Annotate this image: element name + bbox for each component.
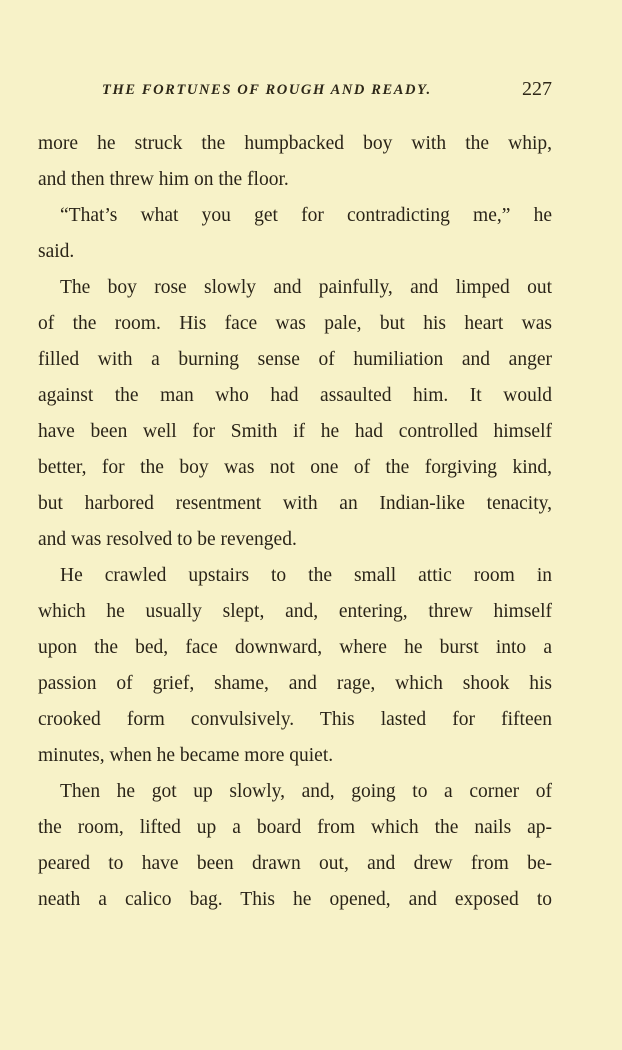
text-line: “That’s what you get for contradicting me,” he bbox=[60, 205, 552, 226]
text-line: more he struck the humpbacked boy with the whip, bbox=[38, 133, 552, 154]
text-line: neath a calico bag. This he opened, and exposed to bbox=[38, 889, 552, 910]
running-title: THE FORTUNES OF ROUGH AND READY. bbox=[102, 82, 432, 98]
text-line: He crawled upstairs to the small attic room in bbox=[60, 565, 552, 586]
text-line: passion of grief, shame, and rage, which shook his bbox=[38, 673, 552, 694]
text-line: have been well for Smith if he had controlled himself bbox=[38, 421, 552, 442]
text-line: of the room. His face was pale, but his heart was bbox=[38, 313, 552, 334]
text-line: filled with a burning sense of humiliation and anger bbox=[38, 349, 552, 370]
text-line: but harbored resentment with an Indian-like tenacity, bbox=[38, 493, 552, 514]
text-line: crooked form convulsively. This lasted for fifteen bbox=[38, 709, 552, 730]
text-line: against the man who had assaulted him. It would bbox=[38, 385, 552, 406]
text-line: and then threw him on the floor. bbox=[38, 169, 289, 190]
text-line: peared to have been drawn out, and drew from be- bbox=[38, 853, 552, 874]
paragraph bbox=[38, 198, 552, 270]
text-line: the room, lifted up a board from which the nails ap- bbox=[38, 817, 552, 838]
body-text bbox=[38, 126, 552, 918]
text-line: and was resolved to be revenged. bbox=[38, 529, 297, 550]
paragraph bbox=[38, 774, 552, 918]
text-line: which he usually slept, and, entering, threw himself bbox=[38, 601, 552, 622]
text-line: minutes, when he became more quiet. bbox=[38, 745, 334, 766]
text-line: better, for the boy was not one of the forgiving kind, bbox=[38, 457, 552, 478]
paragraph bbox=[38, 126, 552, 198]
text-line: Then he got up slowly, and, going to a corner of bbox=[60, 781, 552, 802]
page-number: 227 bbox=[522, 78, 552, 100]
running-head bbox=[38, 78, 552, 104]
text-line: said. bbox=[38, 241, 75, 262]
paragraph bbox=[38, 270, 552, 558]
text-line: upon the bed, face downward, where he burst into a bbox=[38, 637, 552, 658]
paragraph bbox=[38, 558, 552, 774]
text-line: The boy rose slowly and painfully, and limped out bbox=[60, 277, 552, 298]
